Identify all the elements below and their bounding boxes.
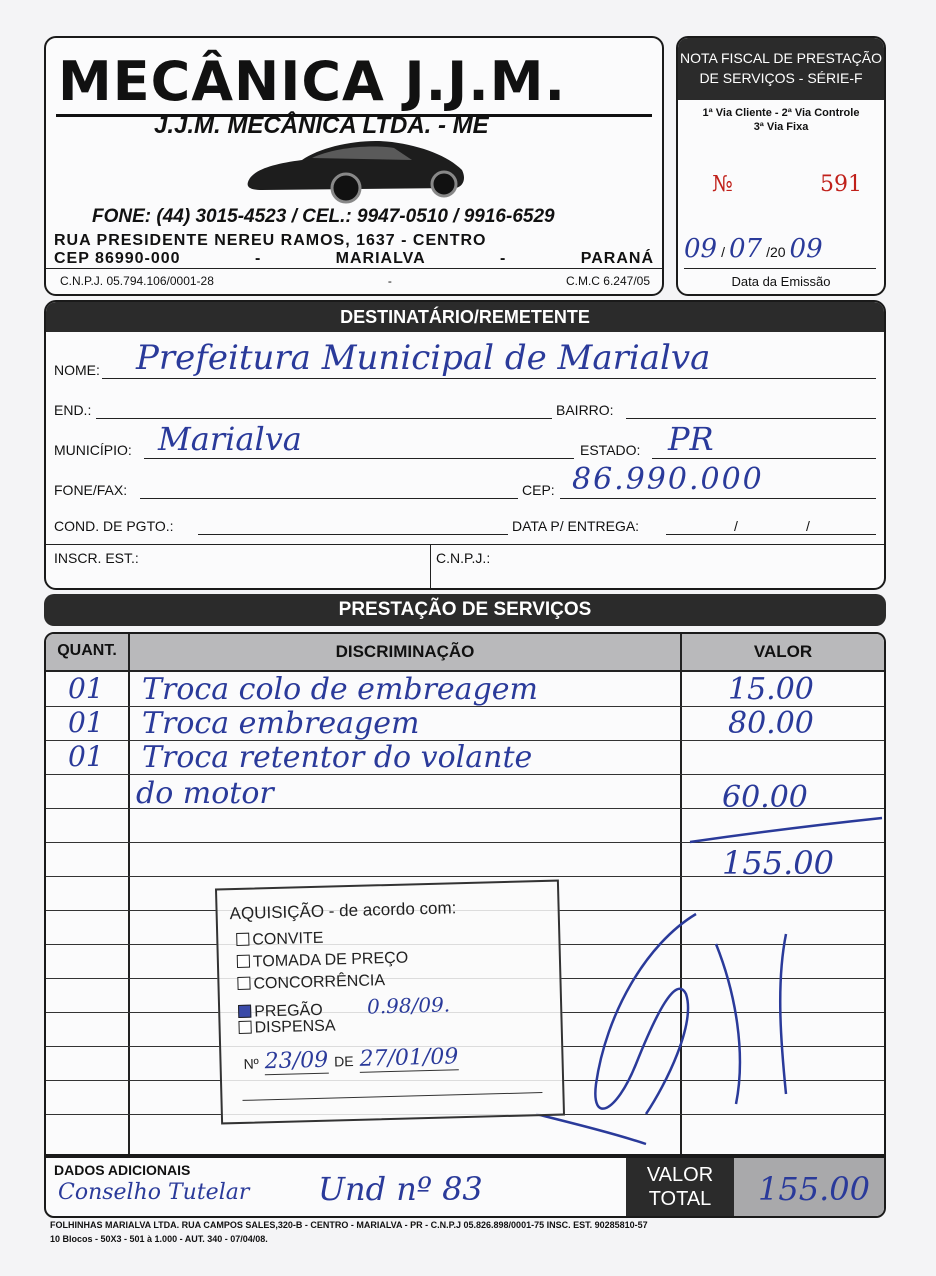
estado-label: ESTADO: bbox=[580, 442, 641, 458]
date-month: 07 bbox=[728, 234, 763, 264]
cep: CEP 86990-000 bbox=[54, 250, 181, 267]
aquisicao-stamp bbox=[215, 880, 565, 1125]
date-day: 09 bbox=[684, 234, 718, 264]
city: MARIALVA bbox=[335, 250, 426, 267]
option-label: PREGÃO bbox=[253, 1001, 323, 1021]
option-label: CONCORRÊNCIA bbox=[253, 972, 386, 993]
item-valor: 15.00 bbox=[728, 672, 814, 707]
fone-label: FONE/FAX: bbox=[54, 482, 128, 498]
entrega-label: DATA P/ ENTREGA: bbox=[512, 518, 640, 534]
cnpj-line bbox=[60, 274, 650, 288]
valor-total-value: 155.00 bbox=[758, 1170, 870, 1208]
end-line bbox=[96, 418, 552, 419]
valor-total-line-1: VALOR bbox=[646, 1164, 714, 1186]
vias bbox=[678, 106, 884, 134]
address-line: RUA PRESIDENTE NEREU RAMOS, 1637 - CENTRO bbox=[54, 232, 487, 249]
entrega-slash: / bbox=[806, 518, 810, 534]
header-divider bbox=[46, 268, 662, 269]
option-label: TOMADA DE PREÇO bbox=[252, 949, 409, 971]
number-value: 591 bbox=[820, 172, 862, 197]
destinatario-box bbox=[44, 300, 886, 590]
checkbox-pregao-checked[interactable] bbox=[238, 1005, 251, 1018]
item-valor: 80.00 bbox=[728, 706, 814, 741]
servicos-title: PRESTAÇÃO DE SERVIÇOS bbox=[44, 594, 886, 626]
option-label: DISPENSA bbox=[254, 1017, 336, 1037]
address-line-2 bbox=[54, 250, 654, 268]
separator: - bbox=[387, 274, 392, 288]
brand-title: MECÂNICA J.J.M. bbox=[58, 50, 567, 113]
item-quant: 01 bbox=[68, 740, 104, 773]
item-desc: Troca retentor do volante bbox=[142, 740, 533, 775]
pgto-line bbox=[198, 534, 508, 535]
no-label: Nº bbox=[243, 1055, 260, 1072]
municipio-line bbox=[144, 458, 574, 459]
cnpj-label: C.N.P.J.: bbox=[436, 550, 491, 566]
date-year: 09 bbox=[789, 234, 823, 264]
nota-fiscal-box bbox=[676, 36, 886, 296]
date-line bbox=[684, 268, 876, 269]
municipio-value: Marialva bbox=[158, 420, 302, 458]
cep-label: CEP: bbox=[522, 482, 555, 498]
destinatario-title: DESTINATÁRIO/REMETENTE bbox=[46, 302, 884, 332]
col-disc-header: DISCRIMINAÇÃO bbox=[335, 642, 475, 661]
entrega-slash: / bbox=[734, 518, 738, 534]
valor-total-line-2: TOTAL bbox=[648, 1188, 712, 1210]
stamp-option bbox=[236, 930, 324, 950]
municipio-label: MUNICÍPIO: bbox=[54, 442, 132, 458]
cep-value: 86.990.000 bbox=[572, 462, 764, 497]
separator: - bbox=[500, 250, 507, 267]
checkbox-concorrencia[interactable] bbox=[237, 977, 250, 990]
item-desc: do motor bbox=[136, 776, 274, 811]
printer-line-1: FOLHINHAS MARIALVA LTDA. RUA CAMPOS SALES,320-B - CENTRO - MARIALVA - PR - C.N.P.J 05.826.898/0001-75 INSC. EST. 90285810-57 bbox=[50, 1220, 648, 1230]
date-label: Data da Emissão bbox=[731, 274, 831, 289]
bairro-label: BAIRRO: bbox=[556, 402, 614, 418]
stamp-option bbox=[237, 950, 409, 972]
bairro-line bbox=[626, 418, 876, 419]
vias-line-2: 3ª Via Fixa bbox=[753, 121, 809, 133]
nome-line bbox=[102, 378, 876, 379]
nome-value: Prefeitura Municipal de Marialva bbox=[136, 338, 711, 378]
fone-line bbox=[140, 498, 518, 499]
checkbox-dispensa[interactable] bbox=[238, 1021, 251, 1034]
inscr-divider bbox=[46, 544, 884, 545]
company-header-box bbox=[44, 36, 664, 296]
entrega-line bbox=[666, 534, 876, 535]
item-desc: Troca embreagem bbox=[142, 706, 420, 741]
end-label: END.: bbox=[54, 402, 92, 418]
item-quant: 01 bbox=[68, 672, 104, 705]
stamp-numero bbox=[243, 1044, 459, 1076]
phones: FONE: (44) 3015-4523 / CEL.: 9947-0510 / 9916-6529 bbox=[92, 206, 555, 227]
no-value: 23/09 bbox=[264, 1047, 329, 1075]
de-value: 27/01/09 bbox=[359, 1044, 459, 1072]
company-name: J.J.M. MECÂNICA LTDA. - ME bbox=[154, 112, 489, 139]
company-cnpj: C.N.P.J. 05.794.106/0001-28 bbox=[60, 274, 214, 288]
emission-date bbox=[684, 234, 880, 264]
pgto-label: COND. DE PGTO.: bbox=[54, 518, 174, 534]
item-quant: 01 bbox=[68, 706, 104, 739]
dados-value-1: Conselho Tutelar bbox=[58, 1180, 250, 1205]
separator: - bbox=[254, 250, 262, 267]
stamp-title: AQUISIÇÃO - de acordo com: bbox=[229, 898, 457, 924]
company-cmc: C.M.C 6.247/05 bbox=[565, 274, 650, 288]
inscr-label: INSCR. EST.: bbox=[54, 550, 139, 566]
valor-total-label bbox=[626, 1158, 734, 1216]
col-divider bbox=[128, 634, 130, 1154]
option-label: CONVITE bbox=[252, 929, 324, 949]
cep-line bbox=[560, 498, 876, 499]
nota-title bbox=[678, 38, 884, 100]
col-quant-header: QUANT. bbox=[57, 642, 117, 659]
date-sep: / bbox=[721, 244, 725, 260]
vias-line-1: 1ª Via Cliente - 2ª Via Controle bbox=[702, 107, 860, 119]
nota-number bbox=[712, 172, 862, 197]
inscr-vdivider bbox=[430, 544, 431, 588]
checkbox-tomada[interactable] bbox=[237, 955, 250, 968]
item-desc: Troca colo de embreagem bbox=[142, 672, 538, 707]
stamp-line bbox=[243, 1092, 543, 1101]
checkbox-convite[interactable] bbox=[236, 933, 249, 946]
dados-label: DADOS ADICIONAIS bbox=[54, 1162, 191, 1178]
car-logo bbox=[242, 126, 470, 206]
stamp-option bbox=[238, 1017, 335, 1038]
nome-label: NOME: bbox=[54, 362, 100, 378]
col-valor-header: VALOR bbox=[753, 642, 813, 661]
date-sep: /20 bbox=[766, 244, 786, 260]
de-label: DE bbox=[333, 1052, 354, 1070]
nota-title-line-1: NOTA FISCAL DE PRESTAÇÃO bbox=[679, 50, 882, 66]
number-symbol: № bbox=[712, 172, 733, 197]
stamp-option bbox=[237, 972, 385, 994]
printer-line-2: 10 Blocos - 50X3 - 501 à 1.000 - AUT. 340 - 07/04/08. bbox=[50, 1234, 268, 1244]
item-valor: 60.00 bbox=[722, 780, 808, 815]
dados-value-2: Und nº 83 bbox=[318, 1170, 483, 1208]
state: PARANÁ bbox=[580, 250, 654, 267]
estado-value: PR bbox=[668, 420, 714, 458]
handwritten-total: 155.00 bbox=[722, 844, 834, 882]
stamp-option bbox=[238, 992, 451, 1022]
estado-line bbox=[652, 458, 876, 459]
nota-title-line-2: DE SERVIÇOS - SÉRIE-F bbox=[699, 70, 863, 86]
pregao-value: 0.98/09. bbox=[366, 992, 451, 1019]
footer-box bbox=[44, 1156, 886, 1218]
